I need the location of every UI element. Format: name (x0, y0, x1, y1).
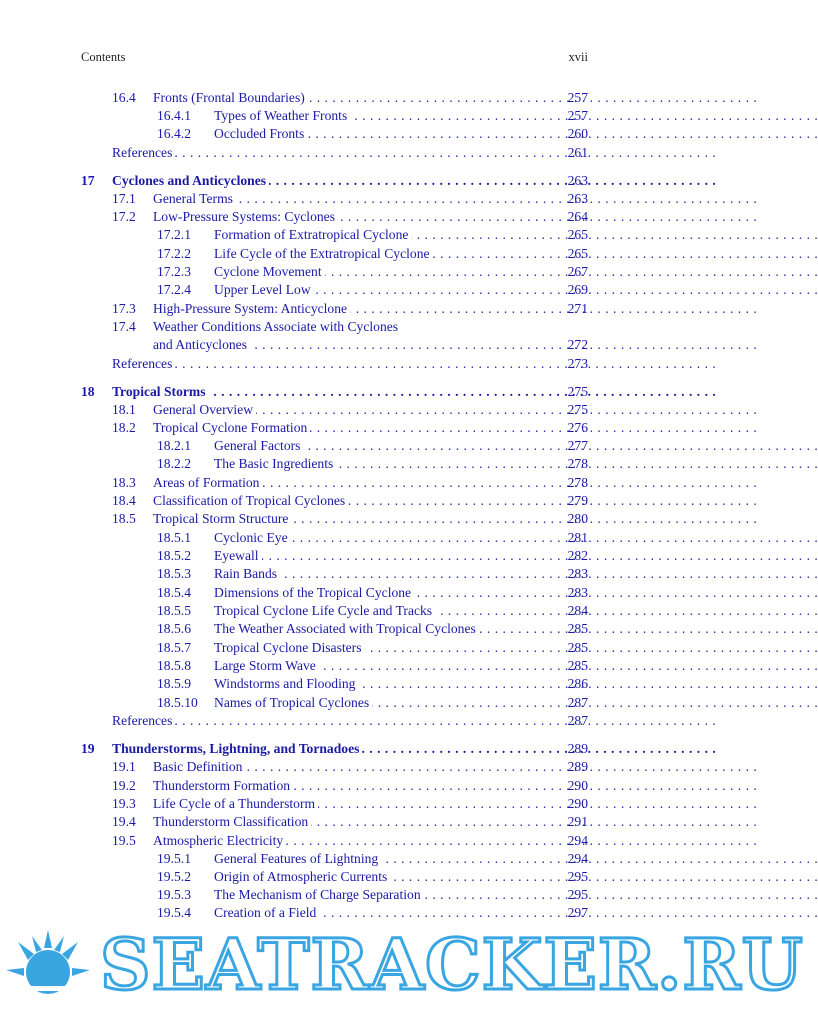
toc-entry-title-wrap (153, 510, 554, 528)
toc-entry-page: 257 (567, 90, 588, 105)
toc-entry-number: 17 (81, 173, 95, 188)
toc-entry-number: 18.5.1 (157, 530, 191, 545)
toc-entry-title[interactable]: References (112, 356, 175, 371)
toc-entry-title-wrap (214, 547, 554, 565)
toc-entry-page: 285 (567, 640, 588, 655)
toc-section-row[interactable] (0, 318, 669, 336)
toc-entry-title-wrap (214, 886, 554, 904)
toc-entry-title-wrap (214, 675, 554, 693)
toc-entry-title[interactable]: Weather Conditions Associate with Cyclones (153, 319, 401, 334)
toc-section-row[interactable] (0, 529, 669, 547)
toc-section-row[interactable] (0, 419, 669, 437)
toc-entry-title[interactable]: Life Cycle of the Extratropical Cyclone (214, 246, 433, 261)
toc-entry-title-wrap (112, 383, 554, 401)
toc-entry-number: 19.3 (112, 796, 136, 811)
toc-chapter-row[interactable] (0, 172, 669, 190)
toc-entry-title-wrap (214, 868, 554, 886)
toc-entry-number: 18.5 (112, 511, 136, 526)
toc-chapter-row[interactable] (0, 740, 669, 758)
toc-entry-title-wrap (112, 172, 554, 190)
toc-entry-title-wrap (153, 758, 554, 776)
toc-entry-page: 267 (567, 264, 588, 279)
toc-section-row[interactable] (0, 336, 669, 354)
toc-entry-page: 273 (567, 356, 588, 371)
toc-entry-page: 290 (567, 796, 588, 811)
toc-entry-title-wrap (112, 144, 554, 162)
toc-entry-page: 285 (567, 621, 588, 636)
toc-entry-number: 19.5.4 (157, 905, 191, 920)
toc-entry-title[interactable]: Thunderstorm Formation (153, 778, 293, 793)
toc-entry-title[interactable]: The Basic Ingredients (214, 456, 336, 471)
toc-section-row[interactable] (0, 777, 669, 795)
toc-entry-page: 295 (567, 869, 588, 884)
toc-entry-title[interactable]: Classification of Tropical Cyclones (153, 493, 348, 508)
toc-entry-page: 261 (567, 145, 588, 160)
toc-section-row[interactable] (0, 125, 669, 143)
toc-entry-number: 17.2.4 (157, 282, 191, 297)
toc-section-row[interactable] (0, 602, 669, 620)
toc-entry-page: 278 (567, 456, 588, 471)
toc-entry-title[interactable]: Basic Definition (153, 759, 245, 774)
toc-entry-page: 286 (567, 676, 588, 691)
toc-entry-page: 284 (567, 603, 588, 618)
toc-entry-title[interactable]: High-Pressure System: Anticyclone (153, 301, 350, 316)
toc-entry-title-wrap (214, 565, 554, 583)
toc-entry-page: 275 (567, 384, 588, 399)
toc-entry-title-wrap (153, 832, 554, 850)
toc-section-row[interactable] (0, 675, 669, 693)
toc-section-row[interactable] (0, 492, 669, 510)
toc-entry-title-wrap (112, 355, 554, 373)
toc-entry-page: 283 (567, 585, 588, 600)
toc-entry-title-wrap (214, 694, 554, 712)
toc-section-row[interactable] (0, 455, 669, 473)
toc-entry-title[interactable]: Tropical Storm Structure (153, 511, 291, 526)
toc-entry-page: 290 (567, 778, 588, 793)
toc-entry-title-wrap (112, 712, 554, 730)
toc-entry-page: 263 (567, 191, 588, 206)
toc-entry-title-wrap (153, 208, 554, 226)
toc-entry-title-wrap (153, 190, 554, 208)
toc-entry-title-wrap (214, 602, 554, 620)
toc-entry-title-wrap (153, 795, 554, 813)
toc-entry-title-wrap (153, 318, 554, 336)
toc-entry-title[interactable]: Areas of Formation (153, 475, 262, 490)
sun-icon (0, 930, 100, 998)
toc-entry-title-wrap (153, 813, 554, 831)
toc-entry-number: 18 (81, 384, 95, 399)
toc-entry-page: 264 (567, 209, 588, 224)
toc-entry-title[interactable]: and Anticyclones (153, 337, 250, 352)
toc-entry-title[interactable]: Cyclones and Anticyclones (112, 173, 269, 188)
toc-section-row[interactable] (0, 657, 669, 675)
toc-entry-number: 17.2.3 (157, 264, 191, 279)
toc-section-row[interactable] (0, 245, 669, 263)
toc-entry-page: 291 (567, 814, 588, 829)
toc-entry-number: 16.4 (112, 90, 136, 105)
toc-section-row[interactable] (0, 547, 669, 565)
running-header (81, 50, 588, 68)
toc-entry-number: 18.2.2 (157, 456, 191, 471)
watermark-text: SEATRACKER.RU (100, 923, 804, 1006)
toc-section-row[interactable] (0, 850, 669, 868)
toc-entry-title[interactable]: Tropical Cyclone Formation (153, 420, 310, 435)
toc-entry-title[interactable]: Cyclone Movement (214, 264, 325, 279)
toc-entry-title[interactable]: Occluded Fronts (214, 126, 307, 141)
toc-entry-number: 17.2.1 (157, 227, 191, 242)
toc-entry-number: 18.5.9 (157, 676, 191, 691)
toc-section-row[interactable] (0, 263, 669, 281)
toc-entry-page: 289 (567, 759, 588, 774)
toc-entry-page: 265 (567, 246, 588, 261)
toc-entry-title-wrap (214, 620, 554, 638)
toc-entry-number: 19.1 (112, 759, 136, 774)
toc-entry-title[interactable]: General Factors (214, 438, 303, 453)
header-page-number: xvii (568, 50, 588, 64)
toc-references-row[interactable] (0, 144, 669, 162)
toc-entry-page: 297 (567, 905, 588, 920)
toc-entry-number: 18.5.6 (157, 621, 191, 636)
toc-section-row[interactable] (0, 813, 669, 831)
toc-entry-title[interactable]: General Features of Lightning (214, 851, 381, 866)
toc-entry-page: 265 (567, 227, 588, 242)
toc-entry-page: 287 (567, 713, 588, 728)
toc-section-row[interactable] (0, 758, 669, 776)
toc-entry-page: 294 (567, 851, 588, 866)
toc-entry-page: 260 (567, 126, 588, 141)
toc-entry-number: 16.4.1 (157, 108, 191, 123)
toc-entry-page: 269 (567, 282, 588, 297)
toc-entry-title[interactable]: Atmospheric Electricity (153, 833, 286, 848)
toc-section-row[interactable] (0, 208, 669, 226)
toc-entry-page: 294 (567, 833, 588, 848)
toc-entry-title-wrap (214, 455, 554, 473)
toc-entry-page: 276 (567, 420, 588, 435)
toc-entry-title-wrap (214, 125, 554, 143)
toc-entry-title[interactable]: Types of Weather Fronts (214, 108, 350, 123)
toc-entry-title[interactable]: The Weather Associated with Tropical Cyclones (214, 621, 479, 636)
toc-entry-number: 19.5.1 (157, 851, 191, 866)
toc-entry-number: 19 (81, 741, 95, 756)
toc-section-row[interactable] (0, 584, 669, 602)
toc-entry-title[interactable]: Names of Tropical Cyclones (214, 695, 372, 710)
toc-entry-title-wrap (153, 474, 554, 492)
toc-entry-title-wrap (112, 740, 554, 758)
toc-entry-title-wrap (214, 263, 554, 281)
toc-section-row[interactable] (0, 639, 669, 657)
toc-section-row[interactable] (0, 510, 669, 528)
toc-entry-page: 283 (567, 566, 588, 581)
toc-entry-title-wrap (214, 437, 554, 455)
toc-section-row[interactable] (0, 620, 669, 638)
toc-section-row[interactable] (0, 886, 669, 904)
toc-entry-number: 17.2.2 (157, 246, 191, 261)
toc-entry-title[interactable]: Eyewall (214, 548, 262, 563)
toc-entry-title[interactable]: General Terms (153, 191, 236, 206)
toc-entry-number: 18.5.10 (157, 695, 198, 710)
toc-entry-title-wrap (214, 529, 554, 547)
toc-entry-title[interactable]: Large Storm Wave (214, 658, 319, 673)
header-contents-label: Contents (81, 50, 126, 64)
toc-entry-number: 19.4 (112, 814, 136, 829)
toc-entry-page: 282 (567, 548, 588, 563)
toc-entry-title-wrap (214, 584, 554, 602)
toc-entry-title[interactable]: General Overview (153, 402, 256, 417)
toc-entry-page: 295 (567, 887, 588, 902)
toc-entry-page: 289 (567, 741, 588, 756)
toc-section-row[interactable] (0, 107, 669, 125)
toc-section-row[interactable] (0, 300, 669, 318)
toc-section-row[interactable] (0, 795, 669, 813)
toc-entry-title-wrap (153, 89, 554, 107)
toc-entry-title-wrap (153, 492, 554, 510)
toc-section-row[interactable] (0, 190, 669, 208)
toc-entry-number: 17.3 (112, 301, 136, 316)
toc-entry-number: 18.5.4 (157, 585, 191, 600)
toc-section-row[interactable] (0, 565, 669, 583)
toc-entry-title-wrap (214, 107, 554, 125)
toc-entry-page: 278 (567, 475, 588, 490)
toc-entry-title[interactable]: Tropical Storms (112, 384, 209, 399)
toc-entry-page: 271 (567, 301, 588, 316)
toc-entry-title[interactable]: References (112, 145, 175, 160)
toc-entry-title-wrap (153, 777, 554, 795)
toc-entry-title[interactable]: Windstorms and Flooding (214, 676, 358, 691)
toc-references-row[interactable] (0, 355, 669, 373)
toc-entry-page: 263 (567, 173, 588, 188)
toc-entry-number: 18.3 (112, 475, 136, 490)
toc-section-row[interactable] (0, 832, 669, 850)
toc-entry-title[interactable]: Tropical Cyclone Life Cycle and Tracks (214, 603, 435, 618)
toc-section-row[interactable] (0, 401, 669, 419)
toc-section-row[interactable] (0, 437, 669, 455)
toc-section-row[interactable] (0, 89, 669, 107)
toc-entry-number: 18.5.3 (157, 566, 191, 581)
toc-entry-page: 272 (567, 337, 588, 352)
toc-entry-title-wrap (153, 401, 554, 419)
toc-entry-title[interactable]: Rain Bands (214, 566, 280, 581)
toc-entry-title[interactable]: Thunderstorms, Lightning, and Tornadoes (112, 741, 362, 756)
toc-entry-number: 18.5.2 (157, 548, 191, 563)
toc-entry-page: 285 (567, 658, 588, 673)
toc-section-row[interactable] (0, 868, 669, 886)
toc-entry-number: 17.4 (112, 319, 136, 334)
toc-entry-title-wrap (214, 850, 554, 868)
toc-entry-page: 275 (567, 402, 588, 417)
toc-entry-page: 279 (567, 493, 588, 508)
toc-section-row[interactable] (0, 694, 669, 712)
toc-entry-number: 19.5.2 (157, 869, 191, 884)
toc-references-row[interactable] (0, 712, 669, 730)
toc-entry-title[interactable]: Low-Pressure Systems: Cyclones (153, 209, 338, 224)
toc-entry-number: 18.5.5 (157, 603, 191, 618)
toc-section-row[interactable] (0, 226, 669, 244)
toc-entry-number: 18.1 (112, 402, 136, 417)
toc-entry-page: 277 (567, 438, 588, 453)
toc-entry-title[interactable]: Cyclonic Eye (214, 530, 291, 545)
toc-entry-title[interactable]: Fronts (Frontal Boundaries) (153, 90, 308, 105)
toc-entry-title-wrap (214, 245, 554, 263)
toc-entry-number: 18.5.8 (157, 658, 191, 673)
toc-section-row[interactable] (0, 281, 669, 299)
toc-entry-number: 18.2 (112, 420, 136, 435)
toc-entry-number: 18.2.1 (157, 438, 191, 453)
toc-section-row[interactable] (0, 474, 669, 492)
toc-chapter-row[interactable] (0, 383, 669, 401)
toc-entry-title[interactable]: Creation of a Field (214, 905, 319, 920)
toc-entry-title[interactable]: Upper Level Low (214, 282, 314, 297)
toc-entry-title[interactable]: The Mechanism of Charge Separation (214, 887, 424, 902)
toc-entry-number: 18.5.7 (157, 640, 191, 655)
toc-entry-title-wrap (214, 281, 554, 299)
toc-entry-number: 18.4 (112, 493, 136, 508)
toc-entry-title-wrap (214, 226, 554, 244)
toc-entry-title[interactable]: Thunderstorm Classification (153, 814, 311, 829)
toc-entry-title[interactable]: Origin of Atmospheric Currents (214, 869, 390, 884)
toc-entry-number: 17.2 (112, 209, 136, 224)
toc-entry-title-wrap (153, 300, 554, 318)
toc-entry-page: 281 (567, 530, 588, 545)
toc-entry-title-wrap (153, 336, 554, 354)
toc-entry-page: 257 (567, 108, 588, 123)
toc-entry-page: 287 (567, 695, 588, 710)
toc-entry-title-wrap (214, 657, 554, 675)
toc-entry-title[interactable]: Tropical Cyclone Disasters (214, 640, 365, 655)
toc-entry-number: 19.5 (112, 833, 136, 848)
toc-entry-number: 17.1 (112, 191, 136, 206)
toc-entry-number: 19.2 (112, 778, 136, 793)
toc-entry-page: 280 (567, 511, 588, 526)
toc-entry-title-wrap (214, 639, 554, 657)
toc-entry-title[interactable]: References (112, 713, 175, 728)
toc-entry-title[interactable]: Dimensions of the Tropical Cyclone (214, 585, 414, 600)
toc-entry-number: 16.4.2 (157, 126, 191, 141)
toc-entry-title[interactable]: Life Cycle of a Thunderstorm (153, 796, 318, 811)
toc-entry-title-wrap (153, 419, 554, 437)
toc-entry-number: 19.5.3 (157, 887, 191, 902)
toc-entry-title[interactable]: Formation of Extratropical Cyclone (214, 227, 411, 242)
